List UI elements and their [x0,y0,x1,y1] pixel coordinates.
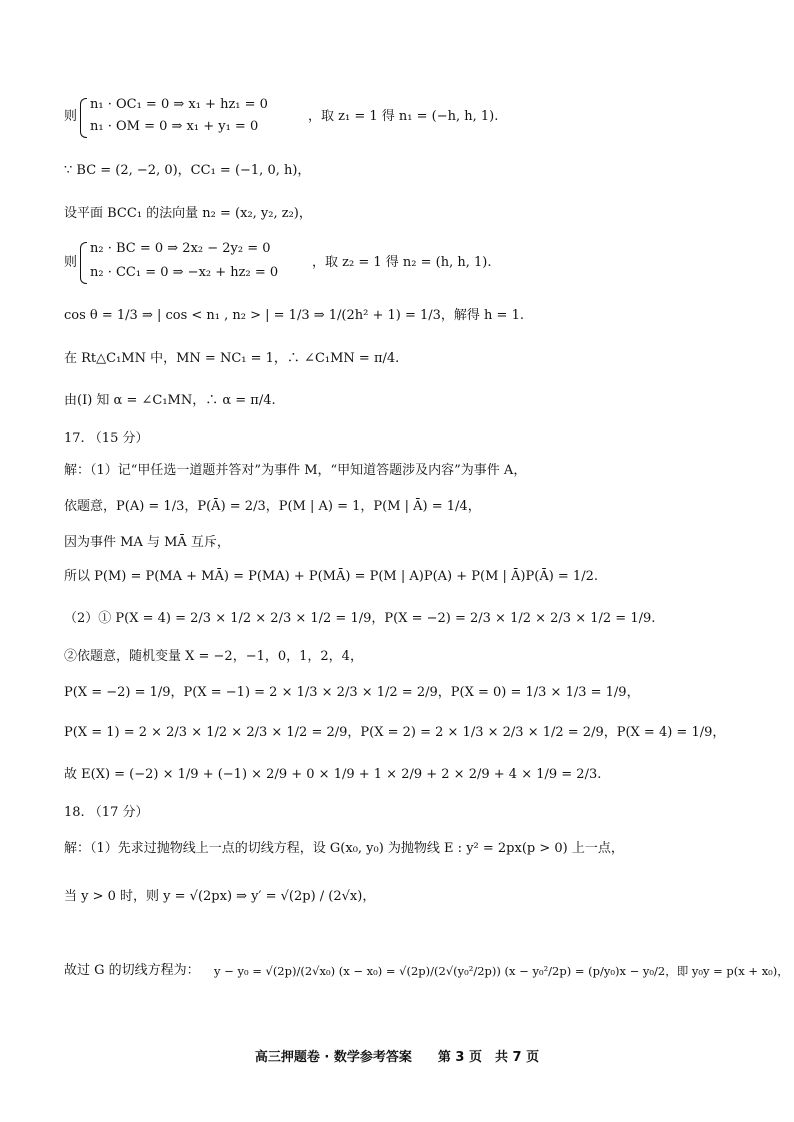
question-heading: 17. （15 分） [64,431,149,446]
text-line: cos θ = 1/3 ⇒ | cos < n₁ , n₂ > | = 1/3 ⇒ 1/(2h² + 1) = 1/3，解得 h = 1. [64,308,524,323]
left-brace [80,242,87,284]
text-line: 当 y > 0 时，则 y = √(2px) ⇒ y′ = √(2p) / (2√x)， [64,889,376,904]
text-line: ②依题意，随机变量 X = −2，−1，0，1，2，4， [64,649,363,664]
equation-system-n1 [64,96,764,140]
text-line: 故 E(X) = (−2) × 1/9 + (−1) × 2/9 + 0 × 1/9 + 1 × 2/9 + 2 × 2/9 + 4 × 1/9 = 2/3. [64,767,602,782]
label-then: 则 [64,109,78,124]
text-line: ∵ BC = (2, −2, 0)，CC₁ = (−1, 0, h)， [64,163,311,178]
text-line: P(X = −2) = 1/9，P(X = −1) = 2 × 1/3 × 2/3 × 1/2 = 2/9，P(X = 0) = 1/3 × 1/3 = 1/9， [64,685,640,700]
system-line: n₂ · BC = 0 ⇒ 2x₂ − 2y₂ = 0 [90,241,271,256]
system-line: n₂ · CC₁ = 0 ⇒ −x₂ + hz₂ = 0 [90,265,279,280]
tangent-equation: y − y₀ = √(2p)/(2√x₀) (x − x₀) = √(2p)/(2√(y₀²/2p)) (x − y₀²/2p) = (p/y₀)x − y₀/2，即 y₀y = p(x + x₀)， [214,964,789,978]
text-line: （2）① P(X = 4) = 2/3 × 1/2 × 2/3 × 1/2 = 1/9，P(X = −2) = 2/3 × 1/2 × 2/3 × 1/2 = 1/9. [64,611,656,626]
text-line: 故过 G 的切线方程为： [64,963,200,978]
text-line: 所以 P(M) = P(MA + MĀ) = P(MA) + P(MĀ) = P(M | A)P(A) + P(M | Ā)P(Ā) = 1/2. [64,569,598,584]
left-brace [80,98,87,138]
text-line: 因为事件 MA 与 MĀ 互斥， [64,535,230,550]
equation-system-n2 [64,240,764,284]
normal-vector-result: ，取 z₂ = 1 得 n₂ = (h, h, 1). [312,255,492,270]
system-line: n₁ · OC₁ = 0 ⇒ x₁ + hz₁ = 0 [90,97,268,112]
text-line: 解：（1）记“甲任选一道题并答对”为事件 M，“甲知道答题涉及内容”为事件 A， [64,463,527,478]
text-line: 依题意，P(A) = 1/3，P(Ā) = 2/3，P(M | A) = 1，P(M | Ā) = 1/4， [64,499,481,514]
text-line: 设平面 BCC₁ 的法向量 n₂ = (x₂, y₂, z₂)， [64,206,312,221]
text-line: 解：（1）先求过抛物线上一点的切线方程，设 G(x₀, y₀) 为抛物线 E : y² = 2px(p > 0) 上一点， [64,841,624,856]
text-line: 在 Rt△C₁MN 中，MN = NC₁ = 1，∴ ∠C₁MN = π/4. [64,351,400,366]
text-line: 由(I) 知 α = ∠C₁MN，∴ α = π/4. [64,393,276,408]
page-footer: 高三押题卷 · 数学参考答案 第 3 页 共 7 页 [254,1050,540,1065]
normal-vector-result: ，取 z₁ = 1 得 n₁ = (−h, h, 1). [308,109,499,124]
system-line: n₁ · OM = 0 ⇒ x₁ + y₁ = 0 [90,119,259,134]
question-heading: 18. （17 分） [64,805,149,820]
text-line: P(X = 1) = 2 × 2/3 × 1/2 × 2/3 × 1/2 = 2/9，P(X = 2) = 2 × 1/3 × 2/3 × 1/2 = 2/9，P(X = 4) = 1/9， [64,725,726,740]
label-then: 则 [64,255,78,270]
